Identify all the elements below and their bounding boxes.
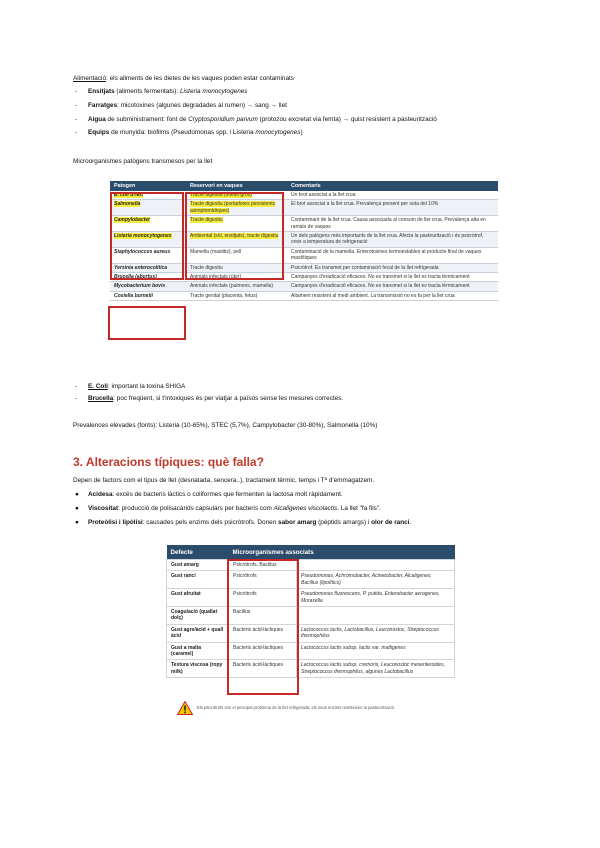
- pathogen-cell: Yersinia enterocolitica: [110, 263, 186, 272]
- section-bullet: ● Proteòlisi i lipòlisi: causades pels enzims dels psicròtrofs. Donen sabor amarg (pèptids amargs) i olor de ranci.: [75, 519, 412, 526]
- intro-bullet: - Equips de munyida: biofilms (Pseudomonas spp. i Listeria monocytogenes): [75, 129, 303, 136]
- table-row: [110, 291, 498, 300]
- highlight-box: [227, 559, 299, 695]
- microorganism-cell: Bacillus: [229, 607, 297, 625]
- pathogen-cell: Campylobacter: [110, 216, 186, 232]
- section-title: 3. Alteracions típiques: què falla?: [73, 455, 264, 469]
- comment-cell: El brot associat a la llet crua. Prevalença present per sota del 10%: [287, 200, 498, 216]
- section-bullet: ● Acidesa: excés de bacteris làctics o coliformes que fermenten la lactosa molt ràpidament.: [75, 491, 343, 498]
- examples-cell: Lactococcus lactis subsp. cremoris, Leuconostoc mesenteroides, Streptococcus thermophilus, algunes Lactobacillus: [297, 660, 455, 678]
- microorganism-cell: Bacteris àcid-làctiques: [229, 642, 297, 660]
- examples-cell: Lactococcus lactis subsp. lactis var. maltigenes: [297, 642, 455, 660]
- comment-cell: Altament resistent al medi ambient. La transmissió no es fa per la llet crua: [287, 291, 498, 300]
- table-row: [167, 560, 455, 571]
- reservoir-cell: Tracte digestiu: [186, 216, 287, 232]
- table-header: Comentaris: [287, 181, 498, 191]
- comment-cell: Un brot associat a la llet crua: [287, 191, 498, 200]
- section-intro: Depen de factors com el tipus de llet (desnatada, sencera..), tractament tèrmic, temps i Tª d'emmagatzem.: [73, 477, 375, 484]
- note-bullet: - Brucella: poc freqüent, si t'intoxiques és per viatjar a països sense les mesures correctes.: [75, 395, 344, 402]
- defect-cell: Gust ranci: [167, 571, 229, 589]
- pathogen-cell: E. coli STEC: [110, 191, 186, 200]
- warning-icon: [177, 701, 193, 715]
- intro-bullet: - Aigua de subministrament: font de Cryptosporidium parvum (protozou excretat via femta) → quist resistent a pasteurització: [75, 116, 437, 123]
- reservoir-cell: Animals infectats (pulmons, mamella): [186, 282, 287, 291]
- defect-cell: Gust afruitat: [167, 589, 229, 607]
- table-row: [167, 660, 455, 678]
- comment-cell: Campanyes d'eradicació eficaces. No es transmet si la llet es tracta tèrmicament: [287, 273, 498, 282]
- comment-cell: Contaminació de la mamella. Enterotoxines termoestables al producte final de vaques mastítiques: [287, 247, 498, 263]
- microorganism-cell: Bacteris àcid-làctiques: [229, 660, 297, 678]
- intro-text: : els aliments de les dietes de les vaques poden estar contaminats: [106, 75, 294, 82]
- intro-label: Alimentació: [73, 75, 107, 82]
- intro-bullet: - Farratges: micotoxines (algunes degradades al rumen) → sang → llet: [75, 102, 287, 109]
- table-row: [167, 624, 455, 642]
- prevalences: Prevalences elevades (fonts): Listeria (10-65%), STEC (5,7%), Campylobacter (30-80%), Salmonella (10%): [73, 422, 378, 429]
- section-bullet: ● Viscositat: producció de polisacàrids capsulars per bacteris com Alcaligenes viscolactis. La llet "fa fils".: [75, 505, 381, 512]
- highlight-box: [185, 192, 284, 280]
- microorganism-cell: Psicròtrofs: [229, 589, 297, 607]
- pathogen-cell: Coxiella burnetii: [110, 291, 186, 300]
- reservoir-cell: Tracte digestiu (intestí gros): [186, 191, 287, 200]
- pathogen-cell: Staphylococcus aureus: [110, 247, 186, 263]
- reservoir-cell: Tracte digestiu: [186, 263, 287, 272]
- microorganism-cell: Psicròtrofs: [229, 571, 297, 589]
- examples-cell: Pseudomonas, Achromobacter, Acinetobacter, Alcaligenes, Bacillus (lipolítics): [297, 571, 455, 589]
- reservoir-cell: Mamella (mastitis), pell: [186, 247, 287, 263]
- reservoir-cell: Animals infectats (úter): [186, 273, 287, 282]
- microorganism-cell: Psicròtrofs, Bacillus: [229, 560, 297, 571]
- pathogen-cell: Listeria monocytogenes: [110, 232, 186, 248]
- examples-cell: [297, 560, 455, 571]
- reservoir-cell: Ambiental (sòl, ensitjats), tracte digestiu: [186, 232, 287, 248]
- examples-cell: [297, 607, 455, 625]
- examples-cell: Lactococcus lactis, Lactobacillus, Leuconostoc, Streptococcus thermophilus: [297, 624, 455, 642]
- highlight-box: [108, 306, 186, 340]
- comment-cell: Psicròtrof. Es transmet per contaminació fecal de la llet refrigerada: [287, 263, 498, 272]
- comment-cell: Un dels patògens més importants de la llet crua. Afecta la pasteurització i és psicròtrof, creix a temperatura de refrigeració: [287, 232, 498, 248]
- defect-cell: Gust amarg: [167, 560, 229, 571]
- table-row: [167, 642, 455, 660]
- table-footnote: Els psicròtrofs són el principal problema de la llet refrigerada; els seus enzims resisteixen la pasteurització.: [197, 705, 396, 710]
- defect-cell: Gust agre/àcid + quall àcid: [167, 624, 229, 642]
- reservoir-cell: Tracte genital (placenta, fetus): [186, 291, 287, 300]
- note-bullet: - E. Coli: important la toxina SHIGA: [75, 383, 186, 390]
- table-row: [167, 571, 455, 589]
- defect-cell: Textura viscosa (ropy milk): [167, 660, 229, 678]
- table-row: [110, 282, 498, 291]
- comment-cell: Campanyes d'eradicació eficaces. No es transmet si la llet es tracta tèrmicament: [287, 282, 498, 291]
- table-header: Patogen: [110, 181, 186, 191]
- microorganism-cell: Bacteris àcid-làctiques: [229, 624, 297, 642]
- table-row: [167, 589, 455, 607]
- table-header: Reservori en vaques: [186, 181, 287, 191]
- intro-bullet: - Ensitjats (aliments fermentats): Listeria monocytogenes: [75, 88, 248, 95]
- intro-line: [73, 75, 294, 83]
- pathogen-cell: Salmonella: [110, 200, 186, 216]
- table-header: Defecte: [167, 545, 229, 560]
- pathogen-cell: Mycobacterium bovis: [110, 282, 186, 291]
- micro-title: Microorganismes patògens transmesos per la llet: [73, 158, 213, 165]
- table-header: Microorganismes associats: [229, 545, 455, 560]
- defects-table: [166, 545, 455, 678]
- comment-cell: Contaminant de la llet crua. Causa associada al consum de llet crua. Prevalença alta en ramats de vaques: [287, 216, 498, 232]
- pathogen-cell: Brucella (abortus): [110, 273, 186, 282]
- defect-cell: Coagulació (quallat dolç): [167, 607, 229, 625]
- highlight-box: [110, 192, 184, 280]
- examples-cell: Pseudomonas fluorescens, P. putida, Enterobacter aerogenes, Moraxella: [297, 589, 455, 607]
- defect-cell: Gust a malta (caramel): [167, 642, 229, 660]
- reservoir-cell: Tracte digestiu (portadores persistents asimptomàtiques): [186, 200, 287, 216]
- table-row: [167, 607, 455, 625]
